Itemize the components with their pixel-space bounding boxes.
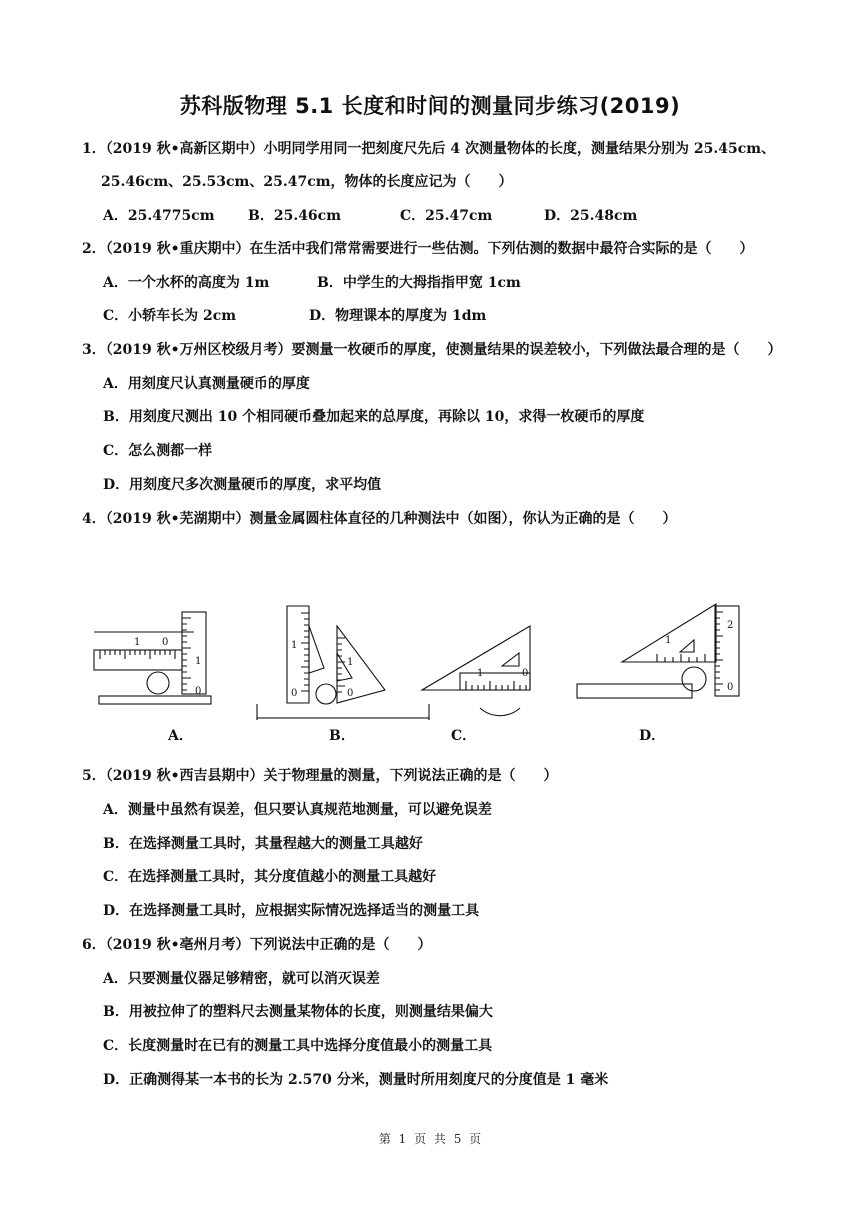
figure-a-tick-1b: 1 [195, 656, 202, 667]
figure-label-d: D． [639, 728, 666, 744]
figure-a-diagram [94, 612, 211, 704]
figure-d-tick-2: 2 [727, 620, 734, 631]
q4-stem: 4．（2019 秋•芜湖期中）测量金属圆柱体直径的几种测法中（如图），你认为正确的是（ ） [82, 511, 677, 527]
q5-option-a: A．测量中虽然有误差，但只要认真规范地测量，可以避免误差 [103, 802, 492, 818]
figure-c-tick-1: 1 [477, 668, 484, 679]
figure-a-tick-0b: 0 [195, 686, 202, 697]
page-footer: 第 1 页 共 5 页 [378, 1132, 482, 1146]
figure-d-tick-0: 0 [727, 682, 734, 693]
q1-stem-line2: 25.46cm、25.53cm、25.47cm，物体的长度应记为（ ） [101, 174, 513, 190]
figure-a-tick-1: 1 [134, 637, 141, 648]
q6-option-a: A．只要测量仪器足够精密，就可以消灭误差 [103, 971, 380, 987]
q6-stem: 6．（2019 秋•亳州月考）下列说法中正确的是（ ） [82, 937, 432, 953]
q2-option-c: C．小轿车长为 2cm [103, 308, 237, 324]
q1-option-d: D．25.48cm [544, 208, 638, 224]
q1-stem-line1: 1．（2019 秋•高新区期中）小明同学用同一把刻度尺先后 4 次测量物体的长度，测量结果分别为 25.45cm、 [82, 141, 776, 157]
q2-option-d: D．物理课本的厚度为 1dm [309, 308, 487, 324]
q2-option-a: A．一个水杯的高度为 1m [103, 275, 270, 291]
page-title: 苏科版物理 5.1 长度和时间的测量同步练习(2019) [179, 94, 681, 118]
figure-label-a: A． [168, 728, 193, 744]
figure-b-tick-0b: 0 [347, 688, 354, 699]
q1-option-b: B．25.46cm [248, 208, 342, 224]
figure-label-c: C． [451, 728, 477, 744]
q5-option-b: B．在选择测量工具时，其量程越大的测量工具越好 [103, 836, 423, 852]
q3-option-a: A．用刻度尺认真测量硬币的厚度 [103, 376, 310, 392]
figure-b-tick-1b: 1 [347, 657, 354, 668]
figure-d-tick-1: 1 [665, 635, 672, 646]
q3-option-b: B．用刻度尺测出 10 个相同硬币叠加起来的总厚度，再除以 10，求得一枚硬币的厚度 [103, 409, 645, 425]
q1-option-c: C．25.47cm [400, 208, 493, 224]
q3-option-d: D．用刻度尺多次测量硬币的厚度，求平均值 [103, 477, 382, 493]
figure-d-diagram [577, 604, 739, 698]
q1-option-a: A．25.4775cm [103, 208, 215, 224]
figure-label-b: B． [329, 728, 355, 744]
q6-option-b: B．用被拉伸了的塑料尺去测量某物体的长度，则测量结果偏大 [103, 1004, 493, 1020]
q3-stem: 3．（2019 秋•万州区校级月考）要测量一枚硬币的厚度，使测量结果的误差较小，下列做法最合理的是（ ） [82, 342, 782, 358]
q5-stem: 5．（2019 秋•西吉县期中）关于物理量的测量，下列说法正确的是（ ） [82, 768, 558, 784]
q5-option-c: C．在选择测量工具时，其分度值越小的测量工具越好 [103, 869, 437, 885]
figure-c-diagram [422, 626, 530, 716]
q3-option-c: C．怎么测都一样 [103, 443, 213, 459]
q5-option-d: D．在选择测量工具时，应根据实际情况选择适当的测量工具 [103, 903, 480, 919]
figure-b-tick-0: 0 [291, 688, 298, 699]
q6-option-c: C．长度测量时在已有的测量工具中选择分度值最小的测量工具 [103, 1038, 493, 1054]
q2-stem: 2．（2019 秋•重庆期中）在生活中我们常常需要进行一些估测。下列估测的数据中最符合实际的是（ ） [82, 241, 754, 257]
figure-b-diagram [257, 606, 429, 720]
q6-option-d: D．正确测得某一本书的长为 2.570 分米，测量时所用刻度尺的分度值是 1 毫米 [103, 1072, 609, 1088]
figure-b-tick-1: 1 [291, 640, 298, 651]
q4-figure [82, 598, 782, 720]
figure-c-tick-0: 0 [522, 668, 529, 679]
q2-option-b: B．中学生的大拇指指甲宽 1cm [317, 275, 521, 291]
figure-a-tick-0: 0 [162, 637, 169, 648]
